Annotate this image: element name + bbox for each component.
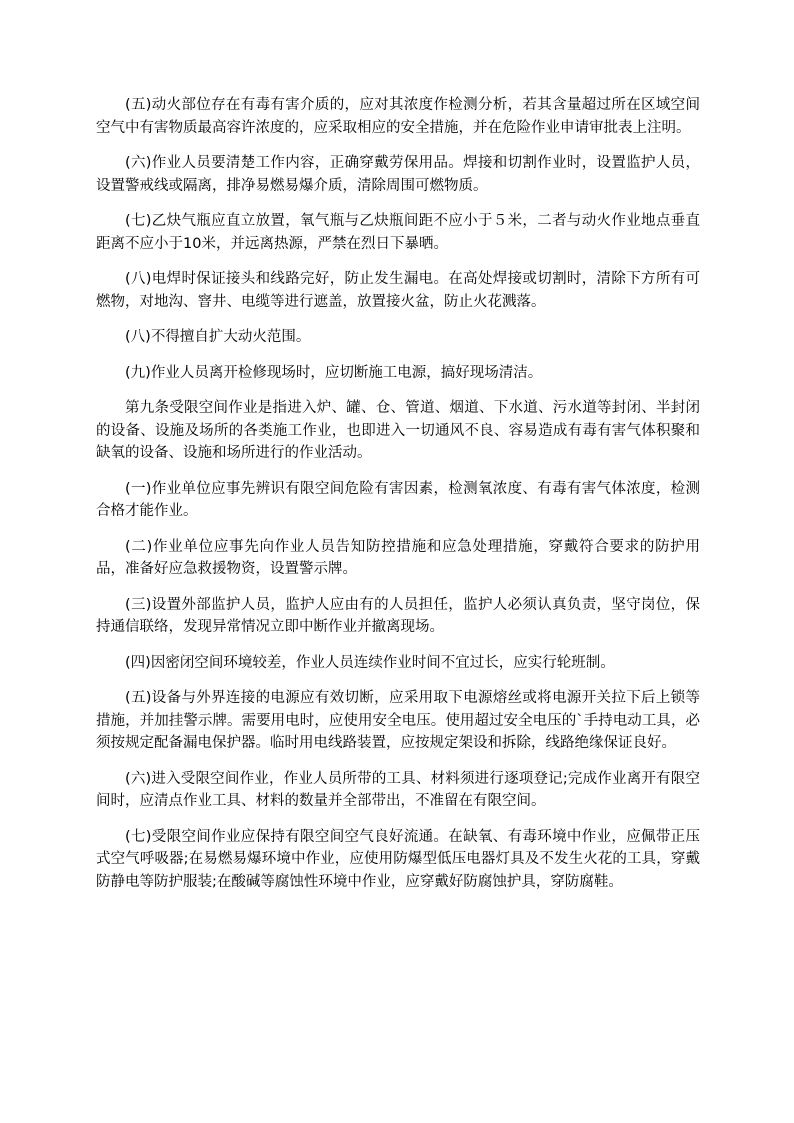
paragraph-confined-5: (五)设备与外界连接的电源应有效切断，应采用取下电源熔丝或将电源开关拉下后上锁等措施，并加挂警示牌。需要用电时，应使用安全电压。使用超过安全电压的`手持电动工具，必须按规定配备漏电保护器。临时用电线路装置，应按规定架设和拆除，线路绝缘保证良好。 — [96, 690, 700, 751]
paragraph-confined-4: (四)因密闭空间环境较差，作业人员连续作业时间不宜过长，应实行轮班制。 — [125, 654, 615, 671]
paragraph-confined-2: (二)作业单位应事先向作业人员告知防控措施和应急处理措施，穿戴符合要求的防护用品，准备好应急救援物资，设置警示牌。 — [96, 538, 700, 577]
paragraph-confined-1: (一)作业单位应事先辨识有限空间危险有害因素，检测氧浓度、有毒有害气体浓度，检测合格才能作业。 — [96, 480, 700, 519]
paragraph-confined-3: (三)设置外部监护人员，监护人应由有的人员担任，监护人必须认真负责，坚守岗位，保持通信联络，发现异常情况立即中断作业并撤离现场。 — [96, 596, 700, 635]
paragraph-hotwork-5: (五)动火部位存在有毒有害介质的，应对其浓度作检测分析，若其含量超过所在区域空间空气中有害物质最高容许浓度的，应采取相应的安全措施，并在危险作业申请审批表上注明。 — [96, 97, 700, 136]
paragraph-hotwork-7: (七)乙炔气瓶应直立放置，氧气瓶与乙炔瓶间距不应小于５米，二者与动火作业地点垂直距离不应小于10米，并远离热源，严禁在烈日下暴晒。 — [96, 213, 700, 252]
paragraph-hotwork-8: (八)电焊时保证接头和线路完好，防止发生漏电。在高处焊接或切割时，清除下方所有可燃物，对地沟、窨井、电缆等进行遮盖，放置接火盆，防止火花溅落。 — [96, 271, 700, 310]
paragraph-hotwork-9: (九)作业人员离开检修现场时，应切断施工电源，搞好现场清洁。 — [125, 364, 543, 381]
document-page — [96, 94, 700, 906]
paragraph-article-9: 第九条受限空间作业是指进入炉、罐、仓、管道、烟道、下水道、污水道等封闭、半封闭的设备、设施及场所的各类施工作业，也即进入一切通风不良、容易造成有毒有害气体积聚和缺氧的设备、设施和场所进行的作业活动。 — [96, 400, 700, 461]
paragraph-hotwork-6: (六)作业人员要清楚工作内容，正确穿戴劳保用品。焊接和切割作业时，设置监护人员，设置警戒线或隔离，排净易燃易爆介质，清除周围可燃物质。 — [96, 155, 700, 194]
paragraph-hotwork-8b: (八)不得擅自扩大动火范围。 — [125, 329, 311, 345]
paragraph-confined-6: (六)进入受限空间作业，作业人员所带的工具、材料须进行逐项登记;完成作业离开有限空间时，应清点作业工具、材料的数量并全部带出，不准留在有限空间。 — [96, 770, 700, 809]
paragraph-confined-7: (七)受限空间作业应保持有限空间空气良好流通。在缺氧、有毒环境中作业，应佩带正压式空气呼吸器;在易燃易爆环境中作业，应使用防爆型低压电器灯具及不发生火花的工具，穿戴防静电等防护服装;在酸碱等腐蚀性环境中作业，应穿戴好防腐蚀护具，穿防腐鞋。 — [96, 828, 700, 890]
